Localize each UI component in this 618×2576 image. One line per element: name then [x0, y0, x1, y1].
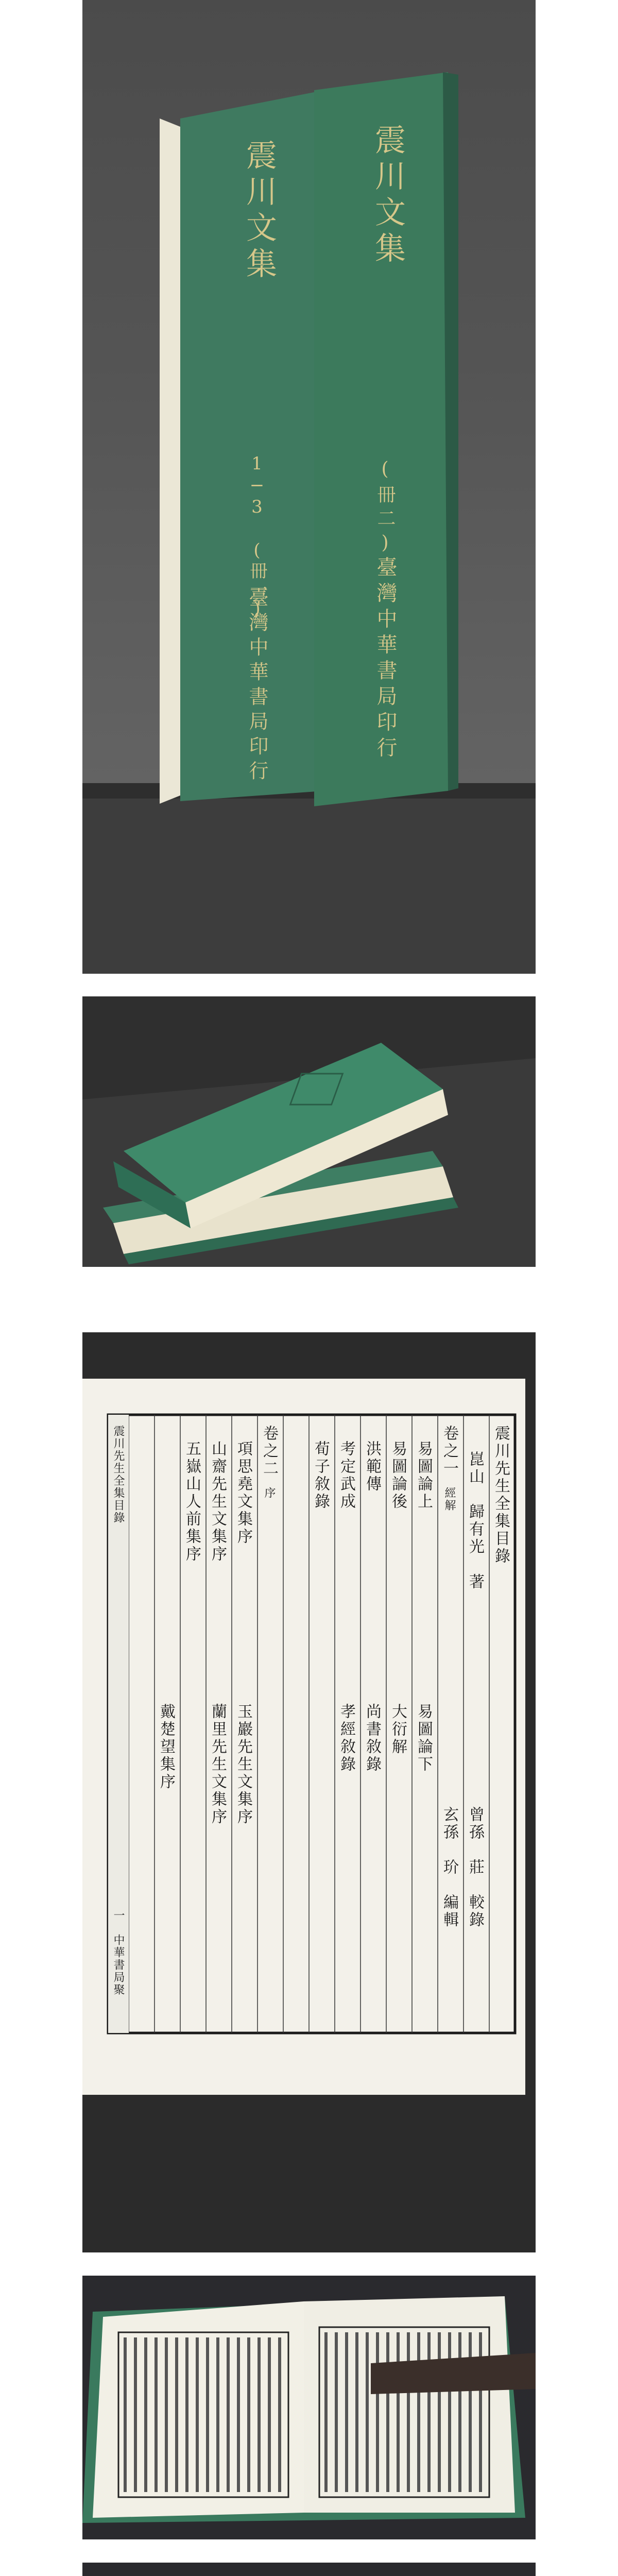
- toc-heading: 震川先生全集目錄: [492, 1425, 510, 1565]
- right-spine-volume: (冊二): [374, 459, 396, 558]
- toc-volume-1-note: 經解: [443, 1487, 456, 1512]
- left-spine-title: 震川文集: [241, 139, 277, 283]
- toc-entry-7: 考定武成: [337, 1440, 355, 1511]
- open-spread-illustration-2: [82, 2563, 536, 2576]
- toc-entry-15: 戴楚望集序: [157, 1703, 175, 1791]
- stacked-books-illustration: [82, 996, 536, 1267]
- toc-entry-12: 山齋先生文集序: [209, 1440, 227, 1563]
- right-spine-title: 震川文集: [370, 124, 406, 268]
- toc-entry-14: 蘭里先生文集序: [209, 1703, 227, 1826]
- left-spine-publisher: 臺灣中華書局印行: [246, 587, 268, 785]
- left-spine-volume: 1−3 (冊一): [247, 453, 267, 620]
- toc-entry-11: 玉巖先生文集序: [234, 1703, 252, 1826]
- toc-entry-2: 易圖論下: [415, 1703, 433, 1773]
- toc-entry-1: 易圖論上: [415, 1440, 433, 1511]
- toc-editor-2: 玄孫 玠 編輯: [440, 1806, 458, 1929]
- stacked-books-photo: [82, 996, 536, 1267]
- open-spread-illustration-1: [82, 2276, 536, 2539]
- toc-page-photo: [82, 1332, 536, 2252]
- toc-entry-5: 洪範傳: [363, 1440, 381, 1493]
- toc-entry-13: 五嶽山人前集序: [183, 1440, 201, 1563]
- toc-footer: 一 中華書局聚: [112, 1909, 125, 1996]
- toc-editor-1: 曾孫 莊 較錄: [466, 1806, 484, 1929]
- toc-volume-2-note: 序: [263, 1487, 276, 1499]
- spines-illustration: [82, 0, 536, 974]
- toc-side-label: 震川先生全集目錄: [112, 1425, 125, 1524]
- toc-entry-4: 大衍解: [389, 1703, 407, 1756]
- toc-entry-6: 尚書敘錄: [363, 1703, 381, 1773]
- standing-spines-photo: [82, 0, 536, 974]
- toc-entry-3: 易圖論後: [389, 1440, 407, 1511]
- toc-entry-9: 荀子敘錄: [312, 1440, 330, 1511]
- open-spread-photo-2: [82, 2563, 536, 2576]
- toc-volume-1: 卷之一: [440, 1425, 458, 1478]
- toc-entry-8: 孝經敘錄: [337, 1703, 355, 1773]
- open-spread-photo-1: [82, 2276, 536, 2539]
- toc-entry-10: 項思堯文集序: [234, 1440, 252, 1546]
- right-spine-publisher: 臺灣中華書局印行: [373, 556, 397, 762]
- toc-author: 崑山 歸有光 著: [466, 1451, 484, 1591]
- toc-volume-2: 卷之二: [260, 1425, 278, 1478]
